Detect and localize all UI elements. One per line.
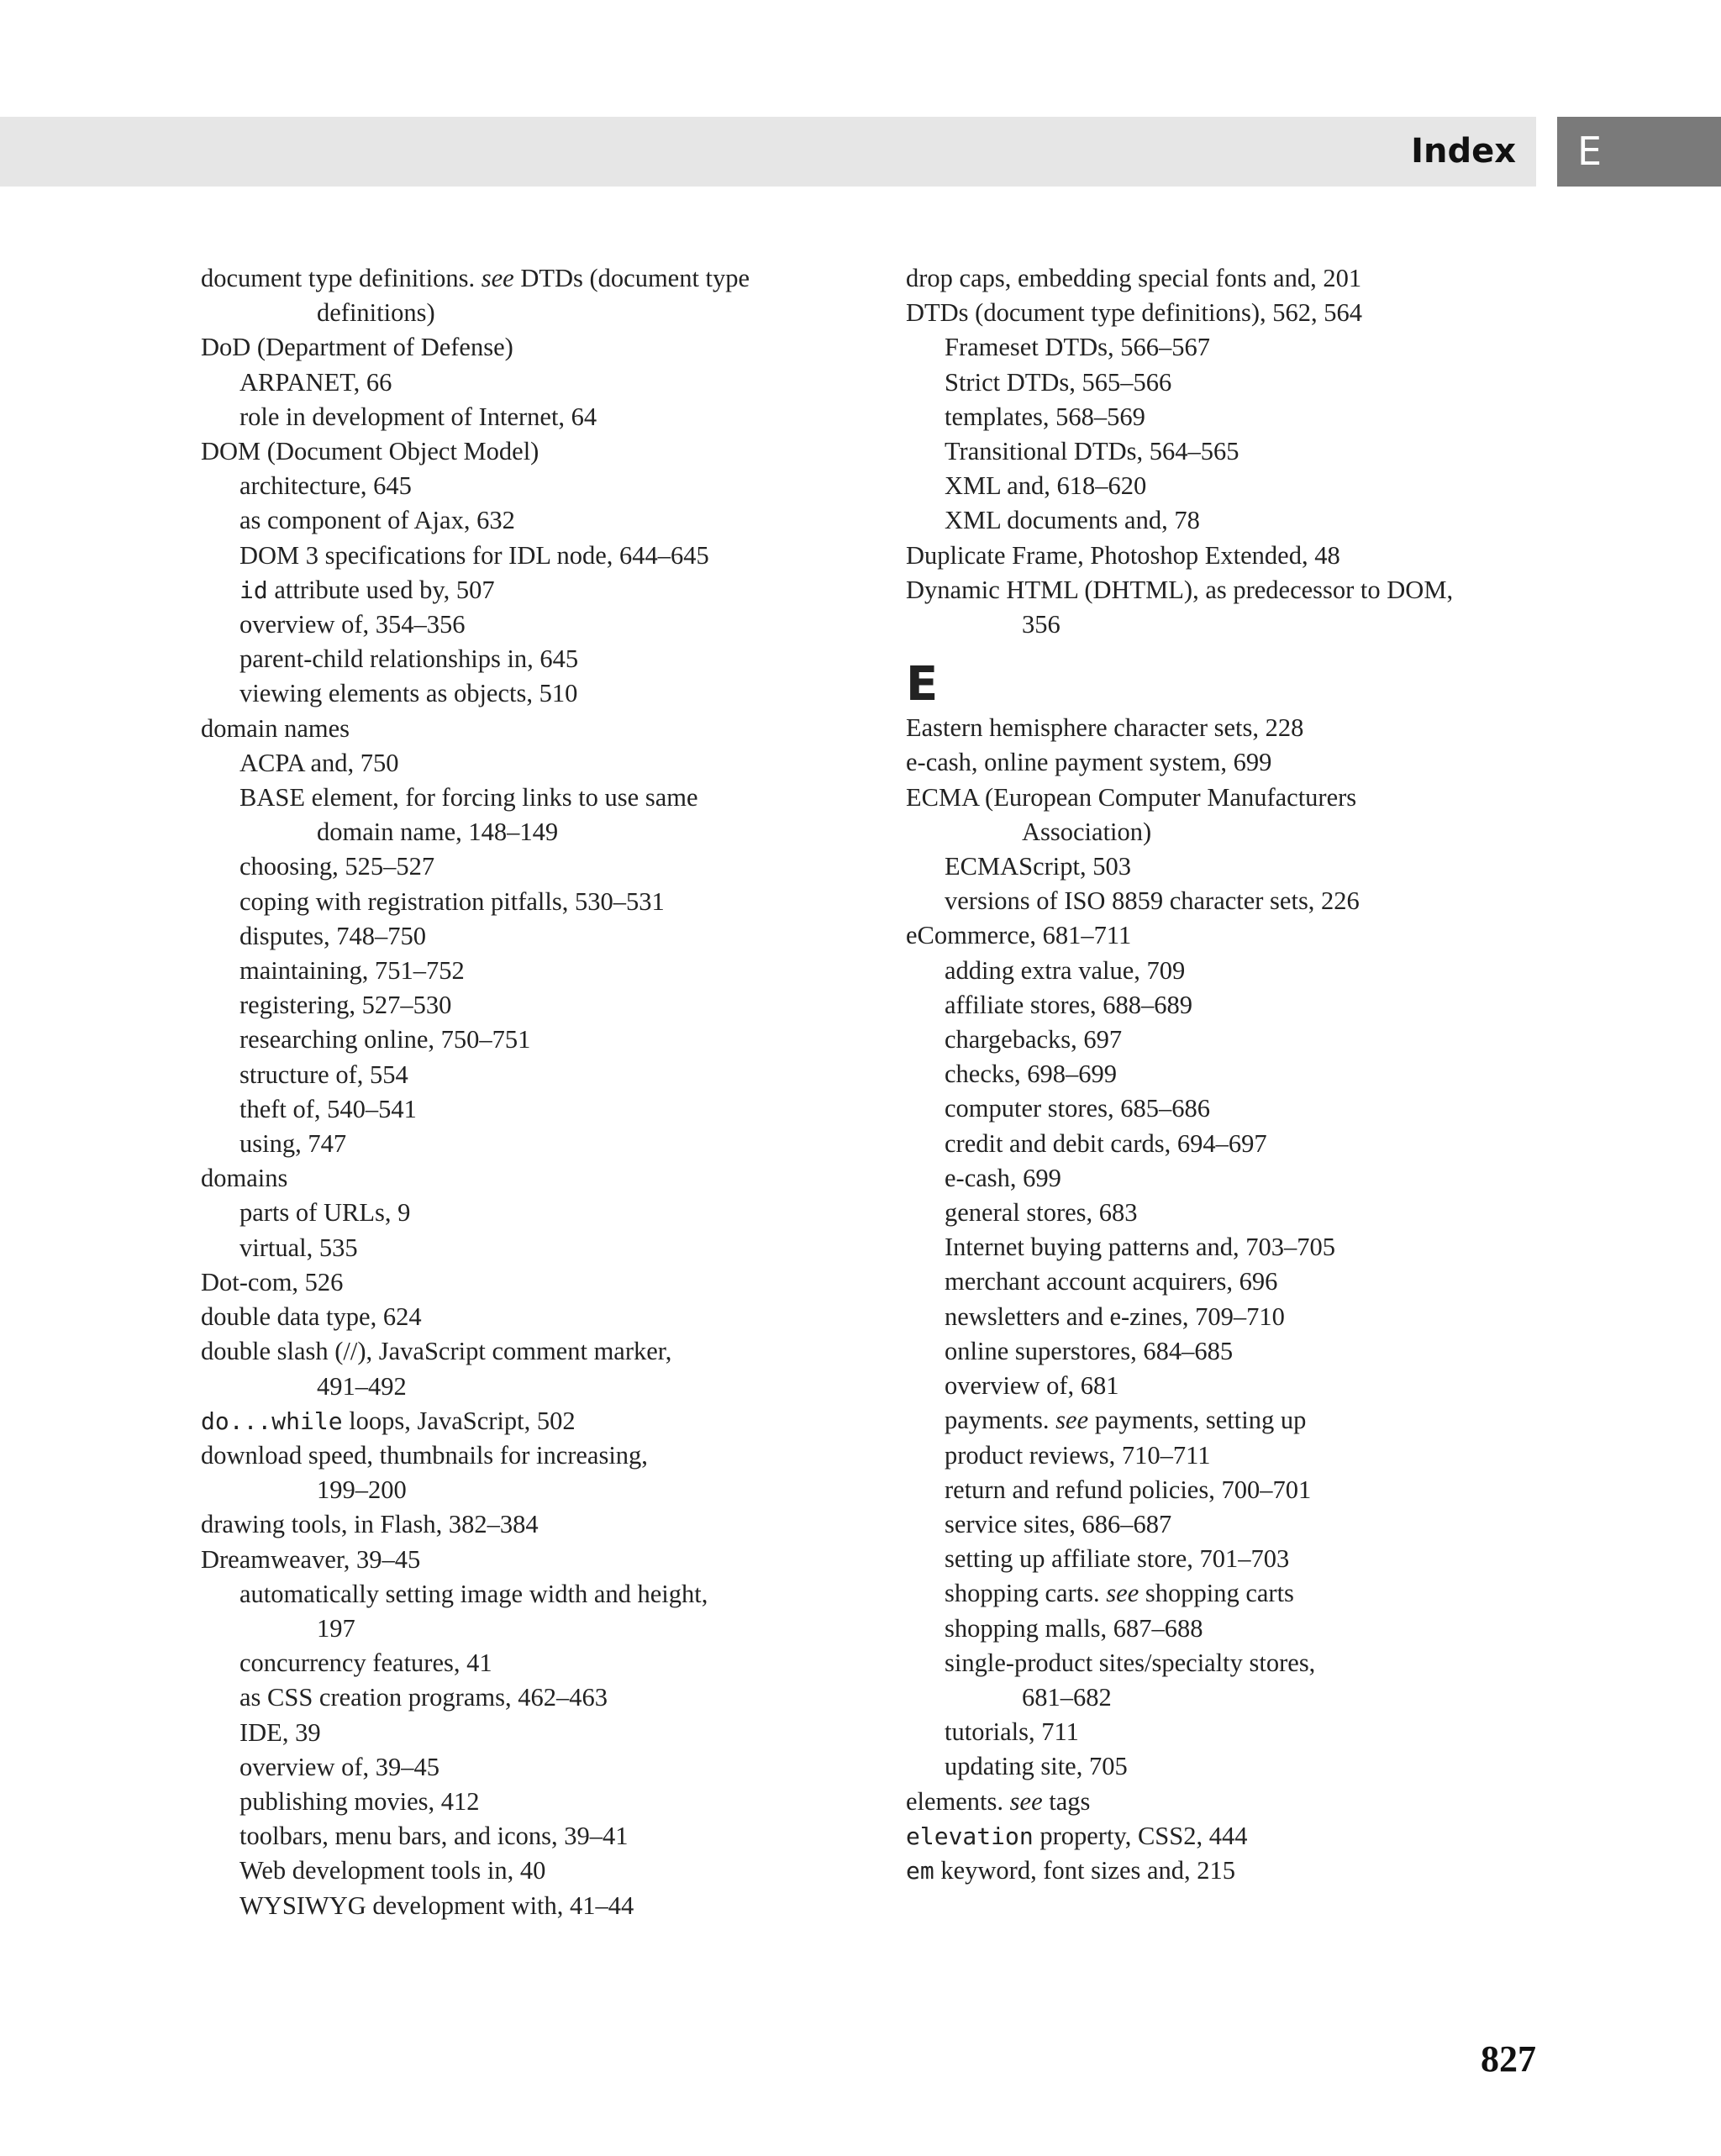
index-entry: do...while loops, JavaScript, 502 xyxy=(201,1406,576,1435)
index-entry: Dot-com, 526 xyxy=(201,1267,344,1296)
index-subentry: coping with registration pitfalls, 530–531 xyxy=(239,886,665,916)
index-subentry: service sites, 686–687 xyxy=(945,1509,1172,1538)
index-entry: document type definitions. see DTDs (document type xyxy=(201,264,750,292)
index-subentry: general stores, 683 xyxy=(945,1198,1138,1228)
index-subentry: XML documents and, 78 xyxy=(945,506,1200,535)
index-subentry: WYSIWYG development with, 41–44 xyxy=(239,1890,634,1920)
index-subentry: versions of ISO 8859 character sets, 226 xyxy=(945,886,1360,916)
index-subentry: credit and debit cards, 694–697 xyxy=(945,1128,1267,1158)
index-subentry: registering, 527–530 xyxy=(239,991,452,1020)
index-entry: Dreamweaver, 39–45 xyxy=(201,1544,421,1574)
index-column-right xyxy=(906,261,1545,1888)
index-entry: em keyword, font sizes and, 215 xyxy=(906,1855,1236,1885)
index-subentry: templates, 568–569 xyxy=(945,402,1145,431)
index-entry-continuation: Association) xyxy=(1022,817,1152,846)
index-entry-continuation: 356 xyxy=(1022,610,1060,639)
index-subentry: overview of, 681 xyxy=(945,1371,1119,1401)
index-entry: DoD (Department of Defense) xyxy=(201,333,513,362)
index-subentry: BASE element, for forcing links to use same xyxy=(239,783,698,812)
index-subentry: overview of, 354–356 xyxy=(239,610,466,639)
index-entry: Duplicate Frame, Photoshop Extended, 48 xyxy=(906,540,1340,570)
index-entry: double data type, 624 xyxy=(201,1302,422,1332)
index-entry: drawing tools, in Flash, 382–384 xyxy=(201,1510,539,1539)
index-subentry: tutorials, 711 xyxy=(945,1717,1079,1747)
index-subentry: ECMAScript, 503 xyxy=(945,852,1131,881)
index-entry-continuation: domain name, 148–149 xyxy=(317,818,559,847)
index-subentry: XML and, 618–620 xyxy=(945,471,1147,501)
index-subentry: payments. see payments, setting up xyxy=(945,1406,1307,1435)
index-entry: ECMA (European Computer Manufacturers xyxy=(906,782,1357,812)
index-subentry: adding extra value, 709 xyxy=(945,955,1186,985)
index-entry: e-cash, online payment system, 699 xyxy=(906,748,1272,777)
index-entry: Dynamic HTML (DHTML), as predecessor to DOM, xyxy=(906,575,1454,604)
index-subentry: product reviews, 710–711 xyxy=(945,1440,1211,1470)
index-subentry: ARPANET, 66 xyxy=(239,367,392,397)
index-subentry: virtual, 535 xyxy=(239,1233,358,1262)
index-subentry: choosing, 525–527 xyxy=(239,852,435,881)
index-subentry: as CSS creation programs, 462–463 xyxy=(239,1683,608,1712)
index-entry: drop caps, embedding special fonts and, 201 xyxy=(906,264,1362,292)
index-entry: elements. see tags xyxy=(906,1786,1091,1816)
index-subentry: viewing elements as objects, 510 xyxy=(239,679,578,708)
index-subentry: Internet buying patterns and, 703–705 xyxy=(945,1233,1336,1262)
index-subentry: DOM 3 specifications for IDL node, 644–645 xyxy=(239,540,709,570)
index-subentry: disputes, 748–750 xyxy=(239,921,426,950)
index-subentry: shopping carts. see shopping carts xyxy=(945,1579,1294,1608)
index-subentry: online superstores, 684–685 xyxy=(945,1336,1234,1365)
index-entry: Eastern hemisphere character sets, 228 xyxy=(906,713,1304,743)
index-entry: domains xyxy=(201,1164,288,1193)
index-entry-continuation: 681–682 xyxy=(1022,1682,1112,1712)
index-subentry: using, 747 xyxy=(239,1129,347,1159)
index-subentry: ACPA and, 750 xyxy=(239,748,399,777)
running-header-band xyxy=(0,117,1536,187)
index-subentry: parts of URLs, 9 xyxy=(239,1198,411,1228)
index-subentry: theft of, 540–541 xyxy=(239,1094,417,1123)
index-subentry: Web development tools in, 40 xyxy=(239,1856,546,1885)
index-entry: domain names xyxy=(201,713,350,743)
index-entry: DOM (Document Object Model) xyxy=(201,437,539,466)
index-subentry: Transitional DTDs, 564–565 xyxy=(945,437,1239,466)
index-subentry: concurrency features, 41 xyxy=(239,1649,492,1678)
index-entry: download speed, thumbnails for increasing, xyxy=(201,1440,648,1470)
chapter-tab-letter: E xyxy=(1577,129,1603,174)
page-number: 827 xyxy=(1481,2038,1536,2080)
index-subentry: parent-child relationships in, 645 xyxy=(239,644,579,674)
index-subentry: newsletters and e-zines, 709–710 xyxy=(945,1301,1285,1331)
index-subentry: maintaining, 751–752 xyxy=(239,956,465,986)
index-subentry: computer stores, 685–686 xyxy=(945,1094,1210,1123)
index-entry: elevation property, CSS2, 444 xyxy=(906,1821,1248,1850)
index-subentry: single-product sites/specialty stores, xyxy=(945,1648,1316,1677)
index-subentry: automatically setting image width and height, xyxy=(239,1579,708,1608)
index-subentry: architecture, 645 xyxy=(239,471,412,501)
index-entry-continuation: 491–492 xyxy=(317,1371,407,1401)
index-column-left xyxy=(201,261,865,1923)
index-subentry: setting up affiliate store, 701–703 xyxy=(945,1544,1290,1574)
index-subentry: role in development of Internet, 64 xyxy=(239,402,597,431)
section-letter-heading: E xyxy=(906,657,939,713)
index-subentry: Frameset DTDs, 566–567 xyxy=(945,333,1210,362)
index-subentry: overview of, 39–45 xyxy=(239,1752,440,1781)
index-entry-continuation: 199–200 xyxy=(317,1475,407,1505)
index-subentry: IDE, 39 xyxy=(239,1717,321,1747)
index-subentry: structure of, 554 xyxy=(239,1060,408,1089)
index-entry-continuation: 197 xyxy=(317,1613,355,1643)
index-subentry: chargebacks, 697 xyxy=(945,1025,1123,1054)
index-subentry: researching online, 750–751 xyxy=(239,1025,531,1054)
index-entry: eCommerce, 681–711 xyxy=(906,921,1132,950)
index-subentry: return and refund policies, 700–701 xyxy=(945,1475,1312,1504)
index-entry: double slash (//), JavaScript comment marker, xyxy=(201,1337,672,1366)
index-subentry: merchant account acquirers, 696 xyxy=(945,1267,1278,1296)
index-subentry: e-cash, 699 xyxy=(945,1163,1061,1192)
index-subentry: affiliate stores, 688–689 xyxy=(945,990,1193,1019)
running-header-title: Index xyxy=(1411,132,1516,171)
index-entry-continuation: definitions) xyxy=(317,298,435,328)
index-subentry: publishing movies, 412 xyxy=(239,1786,480,1816)
index-subentry: shopping malls, 687–688 xyxy=(945,1613,1203,1643)
index-subentry: toolbars, menu bars, and icons, 39–41 xyxy=(239,1822,629,1851)
index-subentry: checks, 698–699 xyxy=(945,1060,1117,1089)
index-subentry: id attribute used by, 507 xyxy=(239,575,495,604)
chapter-tab xyxy=(1557,117,1721,187)
index-subentry: updating site, 705 xyxy=(945,1752,1128,1781)
index-subentry: Strict DTDs, 565–566 xyxy=(945,367,1172,397)
index-entry: DTDs (document type definitions), 562, 564 xyxy=(906,298,1362,328)
index-subentry: as component of Ajax, 632 xyxy=(239,506,515,535)
